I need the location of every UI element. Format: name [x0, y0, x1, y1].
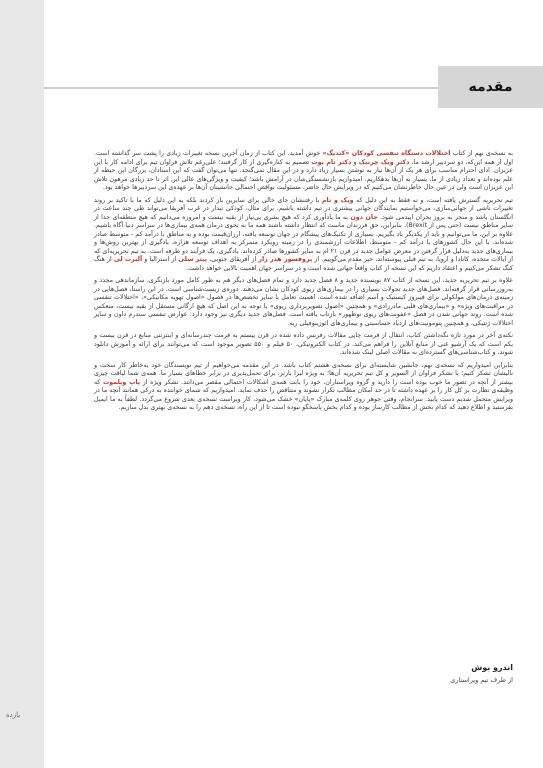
highlighted-term: پاپ ویلموت — [102, 378, 141, 386]
signature-name: اندرو بوش — [471, 663, 513, 672]
text-run: با رفتنشان جای خالی برای سایرین باز کردند بلکه به این دلیل که ما با تاکید بر روند تغییرات ناشی از جهانی‌سازی، می‌خواستیم نمایندگان جهانی بیشتری در تیم داشته باشیم. برای مثال، کودکی تبدار در غرب آفریقا می‌تواند طی چند ساعت در انگلستان باشد و منجر به بروز بحران اپیدمی شود. — [94, 196, 514, 221]
signature-role: از طرف تیم ویراستاری — [450, 676, 513, 684]
text-run: که وظیفه‌ی نظارت بر کل کار را بر عهده داشته تا در حد امکان مطالب تکرار نشوند و متناقض را حذف نماید. امیدواریم که شمای خواننده به درکی همانند آنچه ما در ویرایش متحمل شدیم دست یابید. سرانجام، وقتی جوهر روی کلمه‌ی مبارک «پایان» خشک می‌شود، کار ویراست نسخه‌ی بعدی شروع می‌گردد. لطفاً به ما ایمیل بفرستید و اطلاع دهید که کدام بخش از مطالب کارساز بوده و کدام بخش پاسخگو نبوده است تا از این راه، نسخه‌ی دهم را به نسخه‌ی بهتری بدل سازیم. — [94, 378, 513, 411]
header-rule — [44, 87, 438, 89]
side-margin-strip — [0, 0, 44, 768]
chapter-header-tab — [438, 66, 543, 108]
highlighted-term: ویک و تام — [321, 196, 354, 204]
highlighted-term: اختلالات دستگاه تنفسی کودکان «کندیگ» — [322, 150, 451, 157]
text-run: به ما یادآوری کرد که هیچ بشری بی‌نیاز از بقیه نیست و امروزه می‌دانیم که هیچ منطقه‌ای جدا از سایر مناطق نیست (حتی پس از Brexit). بنابراین، حق فرزندان ماست که انتظار داشته باشند همه ما به نحوی درمان همه‌ی بیماری‌ها در سراسر دنیا آگاه باشیم. علاوه بر این، ما می‌توانیم و باید از یکدیگر یاد بگیریم. بسیاری از تکنیک‌های پیشگام در جهان توسعه یافته، ارزان‌قیمت بوده و به مناطق با درآمد کم - متوسط صادر شده‌اند. با این حال کشورهای با درآمد کم - متوسط، اطلاعات ارزشمندی را در زمینه رویکرد متمرکز به اهداف توسعه هزاره، یادگیری از بهترین روش‌ها و بیماری‌های جدید به‌دلیل قرار گرفتن در معرض عوامل جدید در قرن ۲۱ ام به سایر کشورها صادر کرده‌اند. یادگیری، یک فرآیند دو طرفه است. به تیم تحریریه‌ای که از ایالات متحده، کانادا و اروپا، به تیم قبلی پیوسته‌اند، خیر مقدم می‌گوییم. از — [94, 213, 513, 263]
text-run: از استرالیا و — [142, 256, 179, 263]
highlighted-term: دکتر ویک چرنیک — [358, 158, 410, 166]
highlighted-term: دکتر تام بوت — [311, 158, 352, 166]
page-title: مقدمه — [468, 79, 513, 95]
body-text — [94, 150, 513, 417]
text-run: از هنگ کنگ تشکر می‌کنیم و اعتقاد داریم که این نسخه از کتاب واقعاً جهانی شده است و در سراسر جهان اهمیت بالایی خواهد داشت. — [94, 256, 513, 272]
paragraph — [94, 277, 513, 328]
highlighted-term: جان دون — [350, 213, 378, 221]
highlighted-term: پروفسور هدر زار — [258, 256, 313, 263]
text-run: و — [351, 158, 359, 166]
text-run: به نسخه‌ی نهم از کتاب — [450, 150, 513, 157]
paragraph — [94, 150, 513, 193]
paragraph — [94, 332, 513, 358]
paragraph — [94, 362, 513, 413]
text-run: علاوه بر تیم تحریریه جدید، این نسخه از کتاب ۸۷ نویسنده جدید و ۸ فصل جدید دارد و تمام فصل‌های دیگر هم به طور کامل مورد بازنگری، سازماندهی مجدد و به‌روزرسانی قرار گرفته‌اند. فصل‌های جدید تحولات بسیاری را در بیماری‌های ریوی کودکان نشان می‌دهند. دوره‌ی زیست‌شناسی است. در این راستا، فصل‌هایی در زمینه‌ی درمان‌های مولکولی برای فیبروز کیستیک و آسم اضافه شده است. اهمیت تعامل با سایر تخصص‌ها در فصول «اصول تهویه مکانیکی»، «اختلالات تنفسی در مراقبت‌های ویژه» و «بیماری‌های قلبی مادرزادی» و همچنین «اصول تصویربرداری ریوی» با توجه به این اصل که هیچ ارگانی مستقل از بقیه نیست، منعکس شده است. روند جهانی شدن در فصل «عفونت‌های ریوی نوظهور» بازتاب یافته است. فصل‌های جدید دیگری نیز وجود دارد: عوارض تنفسی سندرم داون و سایر اختلالات ژنتیکی، و همچنین پنومونیت‌های ازدیاد حساسیتی و بیماری‌های ائوزینوفیلی ریه. — [94, 277, 513, 327]
highlighted-term: آلبرت لی — [113, 256, 143, 263]
highlighted-term: پیتر سلی — [178, 256, 208, 263]
page-number: یازده — [6, 711, 21, 719]
text-run: تصمیم به کناره‌گیری از کار گرفتند؛ علی‌رغم تلاش فراوان تیم برای ادامه کار با این عزیزان. ادای احترام مناسب برای هر یک از آن‌ها نیاز به نوشتن بسیار زیاد دارد و در این مقال نمی‌گنجد. تنها می‌توان گفت که این استادان، بزرگان این حیطه از علم بوده‌اند و تعداد زیادی از ما، بسیار به آن‌ها بدهکاریم. امیدواریم بازنشستگی‌شان در آرامش باشد؛ کیفیت و ویژگی‌های عالی این اثر تا حد زیادی مرهون تلاش این عزیزان است ولی در عین حال خاطرنشان می‌کنیم که در ویرایش حال حاضر، مسئولیت نواقص احتمالی جانشینان آن‌ها بر عهده‌ی این سردبیرها خواهد بود. — [94, 158, 513, 191]
text-run: تیم تحریریه گسترش یافته است، و نه فقط به این دلیل که — [353, 196, 513, 204]
text-run: خوش آمدید. این کتاب از زمان آخرین نسخه تغییرات زیادی را پشت سر گذاشته است. اول از همه این‌که، دو سردبیر ارشد ما، — [94, 150, 514, 166]
paragraph — [94, 197, 513, 274]
text-run: بنابراین امیدواریم که نسخه‌ی نهم، جانشین شایسته‌ای برای نسخه‌ی هشتم کتاب باشد. در این مقدمه می‌خواهیم از تیم نویسندگان خود به‌خاطر کار سخت و نالیشان تشکر کنیم؛ با تشکر فراوان از السویر و کل تیم تحریریه آن‌ها؛ به ویژه لیزا بارنز، برای تحمل‌پذیری در برابر خطاهای بسیار ما. همه‌ی شما لیاقت چیزی بیشتر از آنچه در تصور ما خوب بوده است را دارید و گروه ویراستاران، خود را بابت همه‌ی اشکالات احتمالی مقصر می‌دانند. تشکر ویژه از — [94, 361, 513, 386]
signature-block — [300, 663, 513, 684]
text-run: نکته‌ی آخر در مورد تازه نگه‌داشتن کتاب، انتقال از فرمت چاپی مقالات رفرنس داده شده در قرن بیستم به فرمت چندرسانه‌ای و اینترنتی منابع در قرن بیست و یکم است که یک آرشیو غنی از منابع آنلاین را فراهم می‌کند. در کتاب الکترونیکی، ۵۰ فیلم و ۵۵۰ تصویر موجود است که می‌توانند برای ارائه و آموزش دانلود شوند، و کتاب‌شناسی‌های گسترده‌ای به مقالات اصلی لینک شده‌اند. — [94, 332, 514, 356]
text-run: از آفریقای جنوبی، — [207, 256, 259, 263]
